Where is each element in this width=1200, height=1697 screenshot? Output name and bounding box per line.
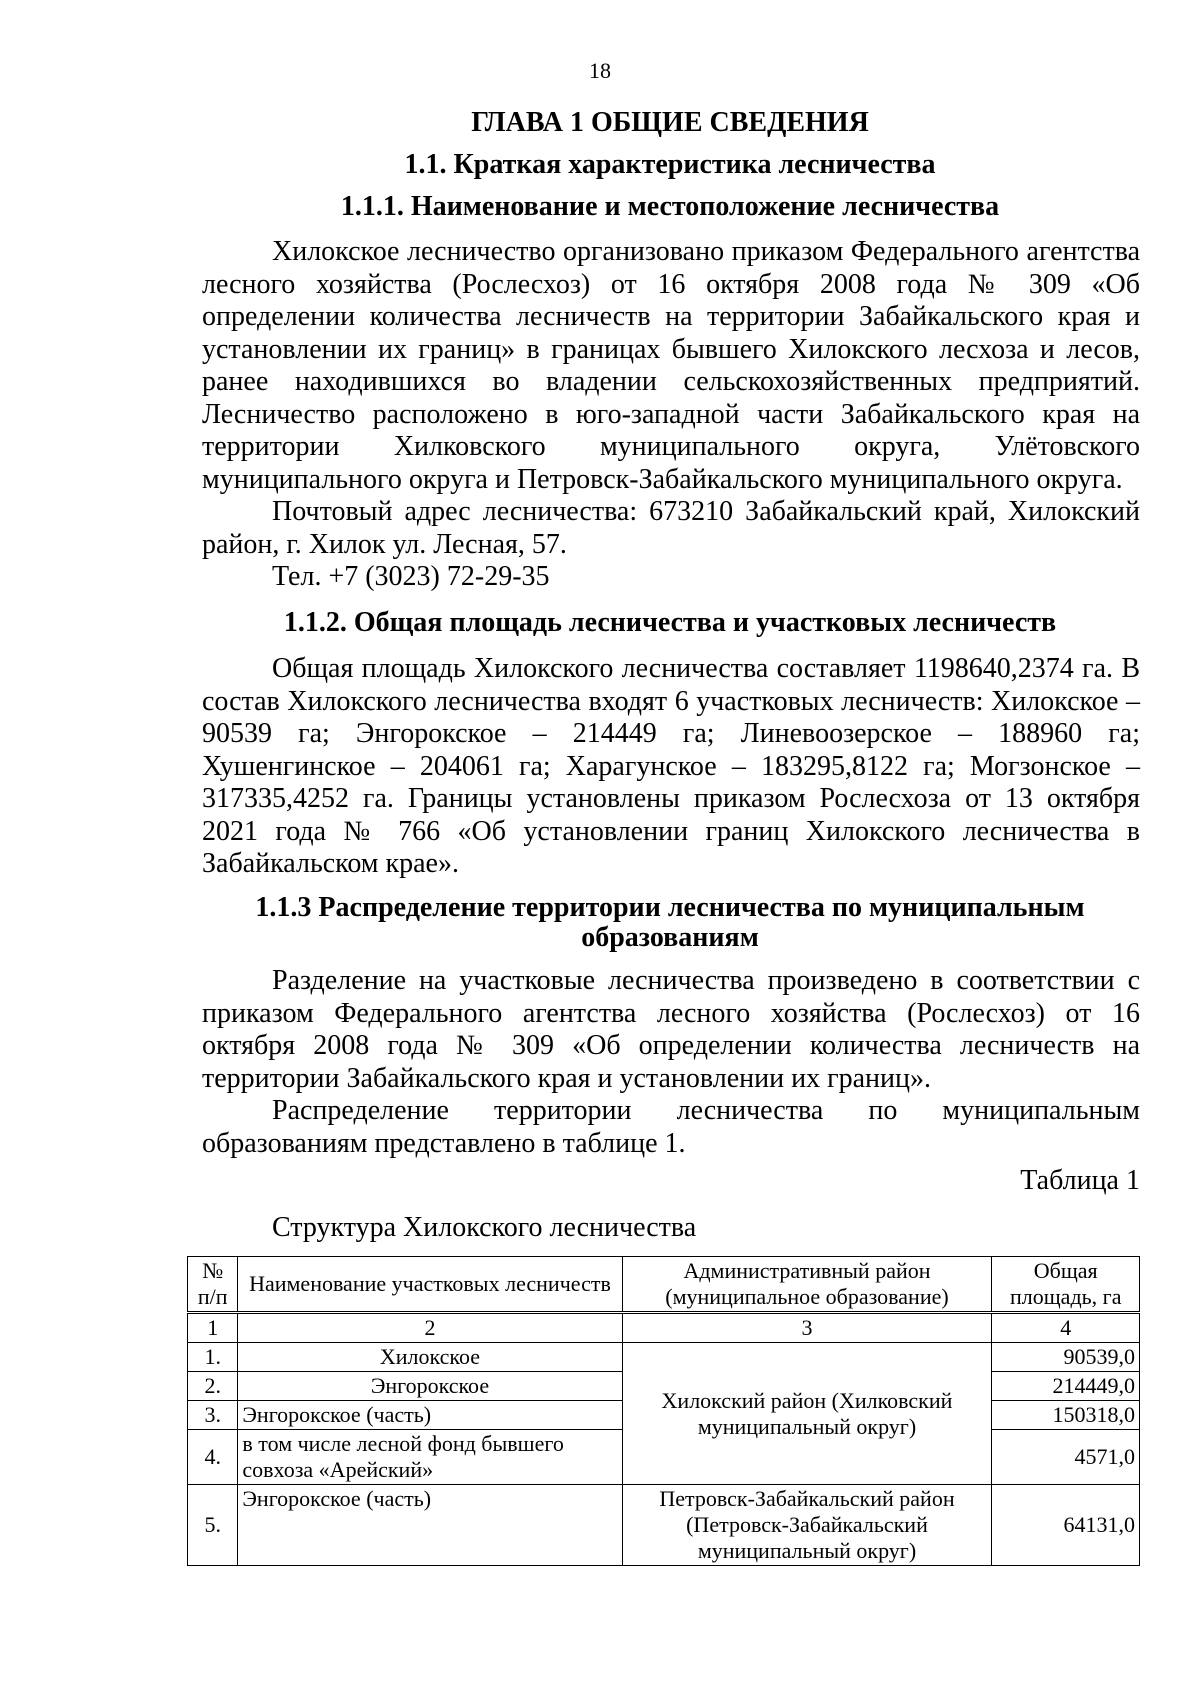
- row-forestry-name: Хилокское: [238, 1343, 622, 1372]
- forestry-structure-table: [187, 1256, 1140, 1566]
- column-number-cell: 4: [992, 1313, 1140, 1343]
- row-number: 4.: [188, 1430, 238, 1485]
- paragraph-postal-address: Почтовый адрес лесничества: 673210 Забайкальский край, Хилокский район, г. Хилок ул. Лесная, 57.: [202, 496, 1140, 560]
- column-number-cell: 2: [238, 1313, 622, 1343]
- paragraph-distribution: Распределение территории лесничества по муниципальным образованиям представлено в таблице 1.: [202, 1095, 1140, 1159]
- row-area: 150318,0: [992, 1401, 1140, 1430]
- table-column-numbers-row: [188, 1313, 1140, 1343]
- row-area: 64131,0: [992, 1485, 1140, 1566]
- paragraph-division: Разделение на участковые лесничества произведено в соответствии с приказом Федерального агентства лесного хозяйства (Рослесхоз) от 16 октября 2008 года № 309 «Об определении количества лесничеств на территории Забайкальского края и установлении их границ».: [202, 965, 1140, 1094]
- section-heading-1-1-1: 1.1.1. Наименование и местоположение лесничества: [340, 191, 1000, 222]
- header-forestry-name: Наименование участковых лесничеств: [238, 1257, 622, 1313]
- paragraph-total-area: Общая площадь Хилокского лесничества составляет 1198640,2374 га. В состав Хилокского лесничества входят 6 участковых лесничеств: Хилокское – 90539 га; Энгорокское – 214449 га; Линевоозерское – 188960 га; Хушенгинское – 204061 га; Харагунское – 183295,8122 га; Могзонское – 317335,4252 га. Границы установлены приказом Рослесхоза от 13 октября 2021 года № 766 «Об установлении границ Хилокского лесничества в Забайкальском крае».: [202, 653, 1140, 879]
- row-forestry-name: Энгорокское (часть): [238, 1485, 622, 1566]
- page-number: 18: [589, 58, 611, 83]
- row-area: 90539,0: [992, 1343, 1140, 1372]
- row-forestry-name: Энгорокское: [238, 1372, 622, 1401]
- column-number-cell: 1: [188, 1313, 238, 1343]
- paragraph-phone: Тел. +7 (3023) 72-29-35: [272, 561, 550, 592]
- row-number: 2.: [188, 1372, 238, 1401]
- table-row: [188, 1343, 1140, 1372]
- row-district: Хилокский район (Хилковский муниципальный округ): [622, 1343, 992, 1485]
- table-title: Структура Хилокского лесничества: [272, 1212, 697, 1243]
- header-district: Административный район (муниципальное образование): [622, 1257, 992, 1313]
- row-area: 4571,0: [992, 1430, 1140, 1485]
- row-number: 5.: [188, 1485, 238, 1566]
- table-number: Таблица 1: [1020, 1165, 1140, 1196]
- row-forestry-name: Энгорокское (часть): [238, 1401, 622, 1430]
- row-forestry-name: в том числе лесной фонд бывшего совхоза «Арейский»: [238, 1430, 622, 1485]
- paragraph-location: Хилокское лесничество организовано приказом Федерального агентства лесного хозяйства (Рослесхоз) от 16 октября 2008 года № 309 «Об определении количества лесничеств на территории Забайкальского края и установлении их границ» в границах бывшего Хилокского лесхоза и лесов, ранее находившихся во владении сельскохозяйственных предприятий. Лесничество расположено в юго-западной части Забайкальского края на территории Хилковского муниципального округа, Улётовского муниципального округа и Петровск-Забайкальского муниципального округа.: [202, 236, 1140, 495]
- row-number: 3.: [188, 1401, 238, 1430]
- column-number-cell: 3: [622, 1313, 992, 1343]
- row-district: Петровск-Забайкальский район (Петровск-Забайкальский муниципальный округ): [622, 1485, 992, 1566]
- table-header-row: [188, 1257, 1140, 1313]
- section-heading-1-1: 1.1. Краткая характеристика лесничества: [404, 149, 936, 180]
- header-number: № п/п: [188, 1257, 238, 1313]
- chapter-title: ГЛАВА 1 ОБЩИЕ СВЕДЕНИЯ: [471, 107, 869, 138]
- section-heading-1-1-2: 1.1.2. Общая площадь лесничества и участковых лесничеств: [283, 607, 1057, 638]
- table-row: [188, 1485, 1140, 1566]
- header-area: Общая площадь, га: [992, 1257, 1140, 1313]
- row-number: 1.: [188, 1343, 238, 1372]
- section-heading-1-1-3: 1.1.3 Распределение территории лесничества по муниципальным образованиям: [255, 892, 1085, 953]
- row-area: 214449,0: [992, 1372, 1140, 1401]
